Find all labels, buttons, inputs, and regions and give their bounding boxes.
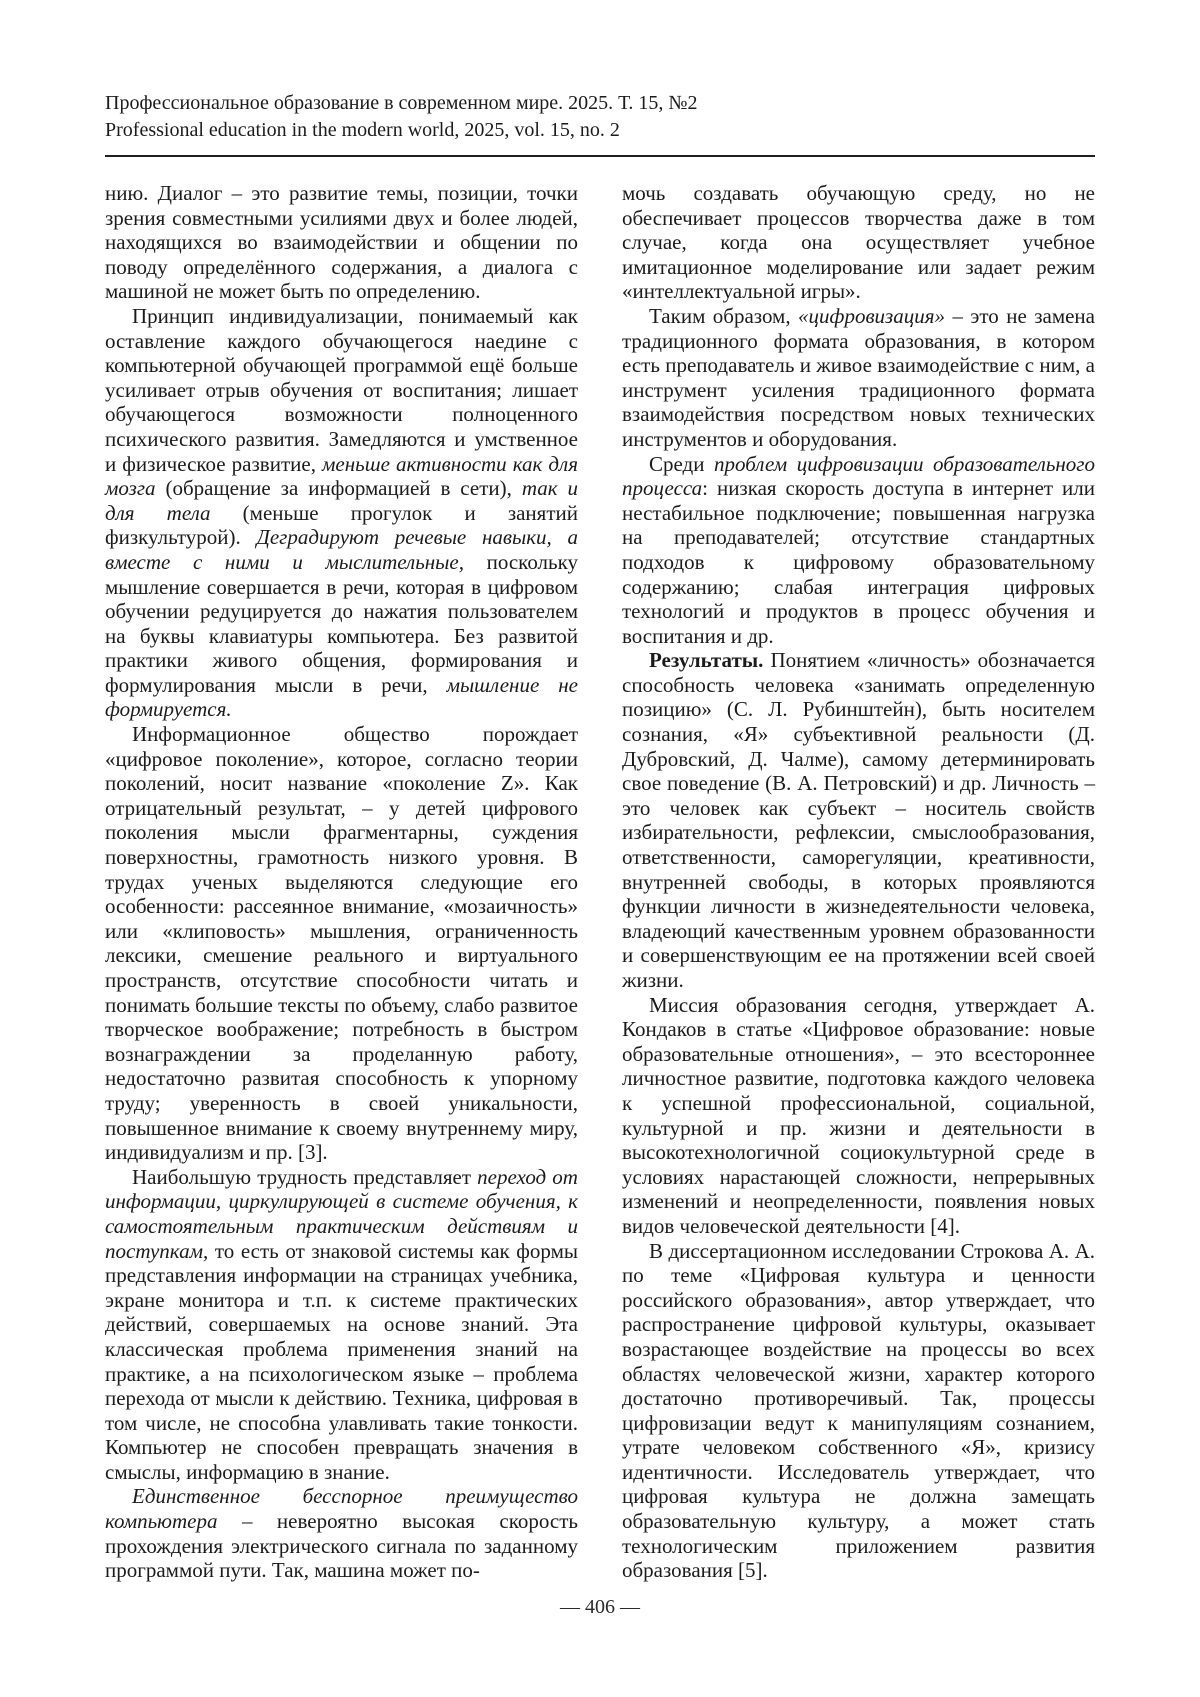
italic-run: «цифровизация» — [798, 303, 946, 328]
paragraph — [622, 993, 1095, 1239]
paragraph — [622, 1239, 1095, 1583]
text-run: поскольку мышление совершается в речи, которая в цифровом обучении редуцируется до нажатия пользователем на буквы клавиатуры компьютера. Без развитой практики живого общения, формирования и формулирования мысли в речи, — [105, 549, 579, 697]
paragraph — [622, 452, 1095, 649]
text-run: нию. Диалог – это развитие темы, позиции, точки зрения совместными усилиями двух и более людей, находящихся во взаимодействии и общении по поводу определённого содержания, а диалога с машиной не может быть по определению. — [105, 181, 578, 304]
page-footer — [0, 1596, 1200, 1619]
text-run: Принцип индивидуализации, понимаемый как оставление каждого обучающегося наедине с компьютерной обучающей программой ещё больше усиливает отрыв обучения от воспитания; лишает обучающегося возможности полноценного психического развития. Замедляются и умственное и физическое развитие, — [105, 303, 578, 476]
journal-title-en: Professional education in the modern world, 2025, vol. 15, no. 2 — [105, 119, 620, 141]
text-run: – невероятно высокая скорость прохождения электрического сигнала по заданному программой пути. Так, машина может по- — [105, 1509, 578, 1583]
paragraph — [105, 1165, 578, 1485]
header-rule — [105, 155, 1095, 157]
text-run: Понятием «личность» обозначается способность человека «занимать определенную позицию» (С. Л. Рубинштейн), быть носителем сознания, «Я» субъективной реальности (Д. Дубровский, Д. Чалме), самому детерминировать свое поведение (В. А. Петровский) и др. Личность – это человек как субъект – носитель свойств избирательности, рефлексии, смыслообразования, ответственности, саморегуляции, креативности, внутренней свободы, в которых проявляются функции личности в жизнедеятельности человека, владеющий качественным уровнем образованности и совершенствующим ее на протяжении всей своей жизни. — [622, 648, 1095, 992]
paragraph — [105, 304, 578, 722]
text-run: Среди — [649, 451, 715, 476]
text-run: : низкая скорость доступа в интернет или нестабильное подключение; повышенная нагрузка на преподавателей; отсутствие стандартных подходов к цифровому образовательному содержанию; слабая интеграция цифровых технологий и продуктов в процесс обучения и воспитания и др. — [622, 476, 1095, 648]
paragraph — [622, 648, 1095, 992]
paragraph — [105, 181, 578, 304]
italic-run: меньше активности как для мозга — [105, 451, 578, 501]
text-run: Информационное общество порождает «цифровое поколение», которое, согласно теории поколений, носит название «поколение Z». Как отрицательный результат, – у детей цифрового поколения мысли фрагментарны, суждения поверхностны, грамотность низкого уровня. В трудах ученых выделяются следующие его особенности: рассеянное внимание, «мозаичность» или «клиповость» мышления, ограниченность лексики, смешение реального и виртуального пространств, отсутствие способности читать и понимать большие тексты по объему, слабо развитое творческое воображение; потребность в быстром вознаграждении за проделанную работу, недостаточно развитая способность к упорному труду; уверенность в своей уникальности, повышенное внимание к своему внутреннему миру, индивидуализм и пр. [3]. — [105, 722, 578, 1165]
italic-run: Деградируют речевые навыки, а вместе с ними и мыслительные, — [105, 525, 579, 574]
journal-title-ru: Профессиональное образование в современном мире. 2025. Т. 15, №2 — [105, 92, 698, 114]
right-column — [622, 181, 1095, 1583]
paragraph — [105, 722, 578, 1165]
text-run: Миссия образования сегодня, утверждает А. Кондаков в статье «Цифровое образование: новые образовательные отношения», – это всестороннее личностное развитие, подготовка каждого человека к успешной профессиональной, социальной, культурной и пр. жизни и деятельности в высокотехнологичной социокультурной среде в условиях нарастающей сложности, непрерывных изменений и неопределенности, появления новых видов человеческой деятельности [4]. — [622, 992, 1095, 1238]
text-run: Наибольшую трудность представляет — [132, 1164, 478, 1189]
text-run: мочь создавать обучающую среду, но не обеспечивает процессов творчества даже в том случае, когда она осуществляет учебное имитационное моделирование или задает режим «интеллектуальной игры». — [622, 181, 1095, 304]
text-run: – это не замена традиционного формата образования, в котором есть преподаватель и живое взаимодействие с ним, а инструмент усиления традиционного формата взаимодействия посредством новых технических инструментов и оборудования. — [622, 303, 1095, 451]
article-body — [105, 181, 1095, 1583]
running-header — [105, 90, 1095, 144]
text-run: (обращение за информацией в сети), — [155, 476, 522, 501]
italic-run: Единственное бесспорное преимущество компьютера — [105, 1484, 578, 1534]
paragraph — [622, 304, 1095, 452]
italic-run: переход от информации, циркулирующей в системе обучения, к самостоятельным практическим действиям и поступкам, — [105, 1164, 578, 1263]
text-run: то есть от знаковой системы как формы представления информации на страницах учебника, экране монитора и т.п. к системе практических действий, совершаемых на основе знаний. Эта классическая проблема применения знаний на практике, а на психологическом языке – проблема перехода от мысли к действию. Техника, цифровая в том числе, не способна улавливать такие тонкости. Компьютер не способен превращать значения в смыслы, информацию в знание. — [105, 1238, 578, 1484]
text-run: (меньше прогулок и занятий физкультурой). — [105, 500, 578, 550]
italic-run: мышление не формируется. — [105, 672, 578, 722]
text-run: В диссертационном исследовании Строкова А. А. по теме «Цифровая культура и ценности российского образования», автор утверждает, что распространение цифровой культуры, оказывает возрастающее воздействие на процессы во всех областях человеческой жизни, характер которого достаточно противоречивый. Так, процессы цифровизации ведут к манипуляциям сознанием, утрате человеком собственного «Я», кризису идентичности. Исследователь утверждает, что цифровая культура не должна замещать образовательную культуру, а может стать технологическим приложением развития образования [5]. — [622, 1238, 1095, 1583]
left-column — [105, 181, 578, 1583]
italic-run: проблем цифровизации образовательного процесса — [622, 451, 1095, 501]
paragraph — [105, 1484, 578, 1582]
bold-run: Результаты. — [649, 648, 764, 673]
paragraph — [622, 181, 1095, 304]
page-number: — 406 — — [560, 1596, 640, 1618]
text-run: Таким образом, — [649, 303, 799, 328]
italic-run: так и для тела — [105, 476, 578, 525]
